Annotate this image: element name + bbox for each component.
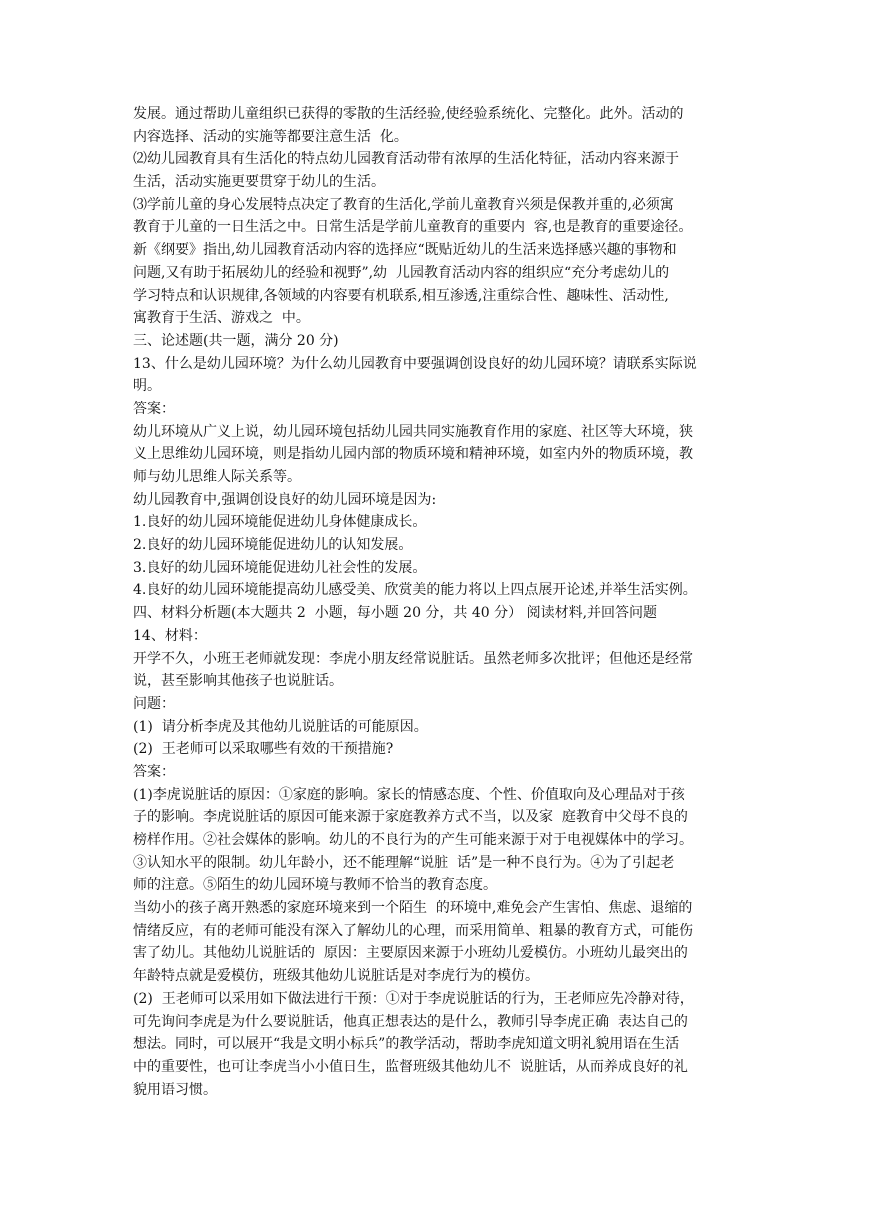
answer-label: 答案： xyxy=(133,400,175,417)
list-item: 2.良好的幼儿园环境能促进幼儿的认知发展。 xyxy=(133,537,413,554)
document-page xyxy=(133,103,741,1101)
text-line: 内容选择、活动的实施等都要注意生活 化。 xyxy=(133,128,408,145)
answer-label: 答案： xyxy=(133,763,175,780)
text-line: 想法。同时，可以展开“我是文明小标兵”的教学活动，帮助李虎知道文明礼貌用语在生活 xyxy=(133,1036,680,1053)
text-line: 可先询问李虎是为什么要说脏话，他真正想表达的是什么，教师引导李虎正确 表达自己的 xyxy=(133,1013,688,1030)
text-line: ⑶学前儿童的身心发展特点决定了教育的生活化,学前儿童教育兴须是保教并重的,必须寓 xyxy=(133,196,674,213)
text-line: 寓教育于生活、游戏之 中。 xyxy=(133,310,310,327)
text-line: (1)李虎说脏话的原因：①家庭的影响。家长的情感态度、个性、价值取向及心理品对于孩 xyxy=(133,786,685,803)
text-line: 开学不久，小班王老师就发现：李虎小朋友经常说脏话。虽然老师多次批评；但他还是经常 xyxy=(133,650,693,667)
text-line: 新《纲要》指出,幼儿园教育活动内容的选择应“既贴近幼儿的生活来选择感兴趣的事物和 xyxy=(133,242,677,259)
text-line: 说，甚至影响其他孩子也说脏话。 xyxy=(133,673,343,690)
text-line: (2) 王老师可以采用如下做法进行干预：①对于李虎说脏话的行为，王老师应先冷静对待， xyxy=(133,990,694,1007)
list-item: (2) 王老师可以采取哪些有效的干预措施? xyxy=(133,741,394,758)
text-line: 当幼小的孩子离开熟悉的家庭环境来到一个陌生 的环境中,难免会产生害怕、焦虑、退缩的 xyxy=(133,900,693,917)
question-text: 13、什么是幼儿园环境？为什么幼儿园教育中要强调创设良好的幼儿园环境？请联系实际说 xyxy=(133,355,697,372)
question-text: 明。 xyxy=(133,378,161,395)
text-line: 问题,又有助于拓展幼儿的经验和视野”,幼 儿园教育活动内容的组织应“充分考虑幼儿的 xyxy=(133,264,670,281)
text-line: ③认知水平的限制。幼儿年龄小，还不能理解“说脏 话”是一种不良行为。④为了引起老 xyxy=(133,854,675,871)
list-item: 3.良好的幼儿园环境能促进幼儿社会性的发展。 xyxy=(133,559,427,576)
list-item: 1.良好的幼儿园环境能促进幼儿身体健康成长。 xyxy=(133,514,427,531)
question-label: 问题： xyxy=(133,695,175,712)
text-line: 学习特点和认识规律,各领域的内容要有机联系,相互渗透,注重综合性、趣味性、活动性, xyxy=(133,287,669,304)
text-line: 师与幼儿思维人际关系等。 xyxy=(133,469,301,485)
section-heading: 四、材料分析题(本大题共 2 小题，每小题 20 分，共 40 分） 阅读材料,并回答问题 xyxy=(133,605,658,622)
question-text: 14、材料： xyxy=(133,627,207,644)
text-line: 幼儿环境从广义上说，幼儿园环境包括幼儿园共同实施教育作用的家庭、社区等大环境，狭 xyxy=(133,423,693,440)
list-item: (1) 请分析李虎及其他幼儿说脏话的可能原因。 xyxy=(133,718,428,735)
text-line: 年龄特点就是爱模仿，班级其他幼儿说脏话是对李虎行为的模仿。 xyxy=(133,968,539,985)
text-line: 害了幼儿。其他幼儿说脏话的 原因：主要原因来源于小班幼儿爱模仿。小班幼儿最突出的 xyxy=(133,945,688,962)
text-line: 榜样作用。②社会媒体的影响。幼儿的不良行为的产生可能来源于对于电视媒体中的学习。 xyxy=(133,832,693,848)
text-line: 发展。通过帮助儿童组织已获得的零散的生活经验,使经验系统化、完整化。此外。活动的 xyxy=(133,106,684,122)
text-line: 幼儿园教育中,强调创设良好的幼儿园环境是因为: xyxy=(133,491,437,508)
text-line: ⑵幼儿园教育具有生活化的特点幼儿园教育活动带有浓厚的生活化特征，活动内容来源于 xyxy=(133,151,679,168)
text-line: 教育于儿童的一日生活之中。日常生活是学前儿童教育的重要内 容,也是教育的重要途径。 xyxy=(133,219,693,236)
text-line: 中的重要性，也可让李虎当小小值日生，监督班级其他幼儿不 说脏话，从而养成良好的礼 xyxy=(133,1058,688,1075)
text-line: 子的影响。李虎说脏话的原因可能来源于家庭教养方式不当，以及家 庭教育中父母不良的 xyxy=(133,809,688,826)
text-line: 生活，活动实施更要贯穿于幼儿的生活。 xyxy=(133,174,385,191)
text-line: 义上思维幼儿园环境，则是指幼儿园内部的物质环境和精神环境，如室内外的物质环境，教 xyxy=(133,446,693,463)
text-line: 貌用语习惯。 xyxy=(133,1081,217,1098)
list-item: 4.良好的幼儿园环境能提高幼儿感受美、欣赏美的能力将以上四点展开论述,并举生活实例。 xyxy=(133,582,697,599)
text-line: 情绪反应，有的老师可能没有深入了解幼儿的心理，而采用简单、粗暴的教育方式，可能伤 xyxy=(133,922,693,939)
section-heading: 三、论述题(共一题，满分 20 分) xyxy=(133,332,339,349)
text-line: 师的注意。⑤陌生的幼儿园环境与教师不恰当的教育态度。 xyxy=(133,877,497,894)
